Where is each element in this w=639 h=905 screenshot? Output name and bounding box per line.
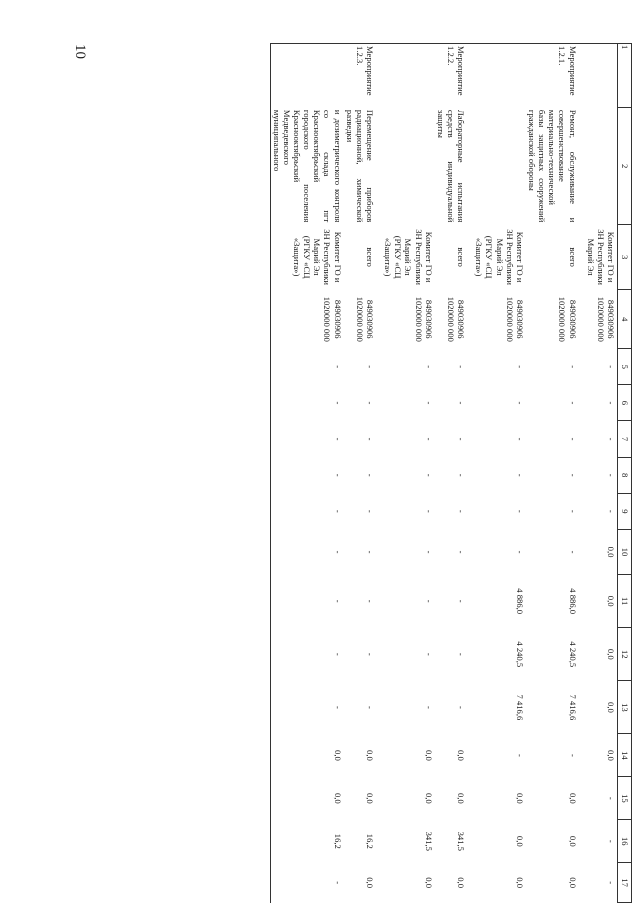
value-cell: -	[606, 839, 616, 843]
executor-cell: Комитет ГО и ЗН Республики Марий Эл (РГКУ «СЦ «Защита»)	[474, 229, 525, 285]
table-row	[270, 44, 343, 903]
value-cell: 0,0	[456, 750, 467, 761]
value-cell: 4 886,0	[514, 588, 525, 615]
value-cell: 0,0	[606, 750, 616, 761]
table-row	[526, 44, 579, 903]
code-cell: 849030906 1020000 000	[413, 296, 434, 342]
header-cell-10: 10	[618, 529, 632, 574]
value-cell: -	[423, 437, 434, 441]
value-cell: 0,0	[270, 777, 343, 820]
value-cell: 0,0	[456, 877, 467, 888]
value-cell: 0,0	[606, 546, 616, 558]
measure-cell	[270, 44, 343, 108]
header-cell-9: 9	[618, 493, 632, 529]
description-cell: и дозиметрического контроля со склада пгт Краснооктябрьский городского поселения Краснооктябрьский Медведевского муниципального	[271, 109, 343, 223]
executor-cell: Комитет ГО и ЗН Республики Марий Эл (РГКУ «СЦ «Защита»)	[270, 224, 343, 290]
value-cell: -	[456, 365, 467, 369]
header-cell-15: 15	[618, 777, 632, 820]
table-row	[344, 44, 376, 903]
measure-cell: Мероприятие 1.2.2.	[435, 44, 467, 108]
description-cell: Лабораторные испытания средств индивидуальной защиты	[435, 109, 467, 223]
value-cell: -	[456, 509, 467, 513]
value-cell: 0,0	[514, 835, 525, 847]
code-cell: 849030906 1020000 000	[446, 296, 467, 342]
value-cell: 341,5	[456, 831, 467, 851]
executor-cell: Комитет ГО и ЗН Республики Марий Эл (РГКУ «СЦ «Защита»)	[383, 229, 434, 285]
measure-cell	[382, 44, 435, 108]
value-cell: 0,0	[456, 792, 467, 804]
value-cell: -	[270, 575, 343, 628]
value-cell: -	[365, 550, 376, 554]
value-cell: -	[456, 401, 467, 405]
value-cell: 0,0	[567, 877, 578, 888]
value-cell: 0,0	[365, 750, 376, 761]
header-cell-8: 8	[618, 457, 632, 493]
value-cell: 0,0	[423, 792, 434, 804]
value-cell: 4 240,5	[567, 641, 578, 668]
description-cell	[473, 108, 526, 224]
header-cell-17: 17	[618, 863, 632, 903]
value-cell: -	[423, 652, 434, 656]
value-cell: -	[365, 509, 376, 513]
row-gap	[579, 44, 585, 903]
header-cell-12: 12	[618, 628, 632, 681]
value-cell: -	[270, 628, 343, 681]
value-cell: 7 416,6	[514, 694, 525, 721]
table-row	[585, 44, 618, 903]
value-cell: -	[270, 385, 343, 421]
row-gap	[376, 44, 382, 903]
code-cell: 849030906 1020000 000	[595, 296, 616, 342]
value-cell: -	[606, 473, 616, 477]
value-cell: -	[456, 437, 467, 441]
description-cell	[382, 108, 435, 224]
value-cell: -	[423, 365, 434, 369]
executor-cell: всего	[456, 247, 467, 267]
measure-cell	[585, 44, 618, 108]
value-cell: 0,0	[567, 792, 578, 804]
value-cell: -	[423, 550, 434, 554]
header-row	[618, 44, 632, 903]
value-cell: -	[456, 550, 467, 554]
value-cell: -	[514, 509, 525, 513]
value-cell: -	[365, 365, 376, 369]
description-cell: Перемещение приборов радиационной, химической разведки	[344, 109, 376, 223]
value-cell: -	[456, 473, 467, 477]
value-cell: -	[514, 437, 525, 441]
value-cell: -	[365, 473, 376, 477]
value-cell: 0,0	[567, 835, 578, 847]
value-cell: -	[567, 473, 578, 477]
value-cell: -	[606, 437, 616, 441]
value-cell: -	[456, 652, 467, 656]
value-cell: 4 886,0	[567, 588, 578, 615]
value-cell: -	[606, 401, 616, 405]
header-cell-4: 4	[618, 290, 632, 349]
executor-cell: всего	[365, 247, 376, 267]
header-cell-13: 13	[618, 681, 632, 734]
value-cell: -	[365, 437, 376, 441]
value-cell: -	[270, 457, 343, 493]
executor-cell: Комитет ГО и ЗН Республики Марий Эл	[585, 229, 616, 285]
value-cell: 0,0	[365, 792, 376, 804]
table-row	[382, 44, 435, 903]
value-cell: -	[423, 473, 434, 477]
value-cell: -	[514, 473, 525, 477]
value-cell: -	[423, 401, 434, 405]
value-cell: -	[270, 529, 343, 574]
value-cell: -	[606, 365, 616, 369]
header-cell-5: 5	[618, 349, 632, 385]
value-cell: -	[423, 705, 434, 709]
value-cell: -	[567, 401, 578, 405]
header-cell-3: 3	[618, 224, 632, 290]
value-cell: -	[365, 401, 376, 405]
value-cell: -	[567, 753, 578, 757]
header-cell-6: 6	[618, 385, 632, 421]
value-cell: -	[606, 509, 616, 513]
measure-cell: Мероприятие 1.2.1.	[526, 44, 579, 108]
value-cell: 16,2	[365, 833, 376, 849]
code-cell: 849030906 1020000 000	[270, 290, 343, 349]
value-cell: 0,0	[606, 648, 616, 660]
value-cell: 0,0	[606, 702, 616, 713]
value-cell: 7 416,6	[567, 694, 578, 721]
value-cell: -	[270, 349, 343, 385]
table-row	[473, 44, 526, 903]
value-cell: -	[514, 401, 525, 405]
row-gap	[467, 44, 473, 903]
value-cell: -	[365, 599, 376, 603]
value-cell: 341,5	[423, 831, 434, 851]
table-body	[270, 44, 617, 903]
value-cell: 0,0	[606, 595, 616, 607]
value-cell: 16,2	[270, 820, 343, 863]
value-cell: -	[606, 881, 616, 885]
value-cell: -	[567, 437, 578, 441]
value-cell: 0,0	[365, 877, 376, 888]
header-cell-1: 1	[618, 44, 632, 108]
value-cell: -	[270, 421, 343, 457]
executor-cell: всего	[567, 247, 578, 267]
measure-cell: Мероприятие 1.2.3.	[344, 44, 376, 108]
description-cell	[585, 108, 618, 224]
value-cell: -	[567, 509, 578, 513]
value-cell: 0,0	[423, 750, 434, 761]
budget-table	[270, 43, 632, 903]
table-row	[435, 44, 467, 903]
page-number: 10	[72, 44, 88, 59]
header-cell-7: 7	[618, 421, 632, 457]
value-cell: -	[567, 550, 578, 554]
measure-cell	[473, 44, 526, 108]
value-cell: -	[423, 599, 434, 603]
rotated-table-frame	[126, 43, 632, 903]
header-cell-14: 14	[618, 734, 632, 777]
header-cell-16: 16	[618, 820, 632, 863]
value-cell: 0,0	[514, 877, 525, 888]
value-cell: -	[456, 599, 467, 603]
value-cell: -	[270, 863, 343, 903]
value-cell: -	[270, 681, 343, 734]
value-cell: -	[456, 705, 467, 709]
header-cell-2: 2	[618, 108, 632, 224]
value-cell: 4 240,5	[514, 641, 525, 668]
value-cell: -	[606, 796, 616, 800]
value-cell: 0,0	[514, 792, 525, 804]
value-cell: -	[514, 753, 525, 757]
value-cell: 0,0	[270, 734, 343, 777]
value-cell: -	[514, 365, 525, 369]
code-cell: 849030906 1020000 000	[557, 296, 578, 342]
value-cell: -	[423, 509, 434, 513]
description-cell: Ремонт, обслуживание и совершенствование материально-технической базы защитных сооружений гражданской обороны	[527, 109, 578, 223]
value-cell: -	[514, 550, 525, 554]
value-cell: -	[270, 493, 343, 529]
value-cell: -	[365, 705, 376, 709]
value-cell: -	[567, 365, 578, 369]
value-cell: 0,0	[423, 877, 434, 888]
value-cell: -	[365, 652, 376, 656]
code-cell: 849030906 1020000 000	[504, 296, 525, 342]
header-cell-11: 11	[618, 575, 632, 628]
code-cell: 849030906 1020000 000	[354, 296, 376, 342]
